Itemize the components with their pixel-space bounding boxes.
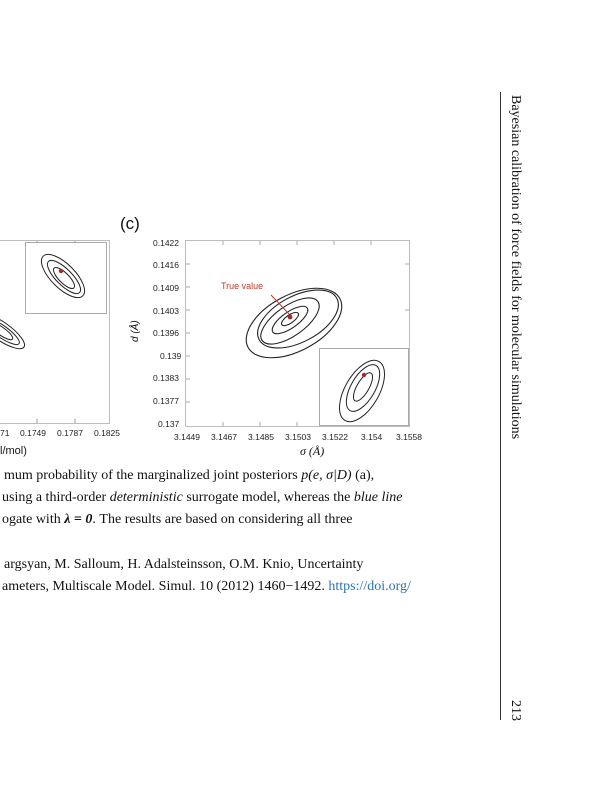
margin-rule [500, 92, 501, 720]
panel-c-y-tick: 0.1422 [153, 238, 179, 248]
panel-c-y-label: d (Å) [130, 320, 141, 342]
panel-c-y-tick: 0.1409 [153, 283, 179, 293]
panel-c-x-tick: 3.1558 [396, 432, 422, 442]
left-x-tick: 0.1825 [94, 428, 120, 438]
reference-entry [0, 554, 411, 598]
figure-caption [0, 465, 402, 531]
panel-label: (c) [120, 214, 140, 233]
panel-c-x-tick: 3.1522 [322, 432, 348, 442]
left-x-tick: 71 [0, 428, 10, 438]
panel-c-y-tick: 0.1416 [153, 260, 179, 270]
left-x-label: l/mol) [0, 445, 27, 457]
panel-c-y-tick: 0.1403 [153, 306, 179, 316]
left-x-tick: 0.1749 [20, 428, 46, 438]
panel-c-x-tick: 3.154 [361, 432, 383, 442]
reference-line-1: argsyan, M. Salloum, H. Adalsteinsson, O.M. Knio, Uncertainty [4, 557, 364, 572]
caption-line-2: using a third-order deterministic surrogate model, whereas the blue line [2, 490, 403, 505]
caption-line-3: ogate with λ = 0. The results are based on considering all three [2, 512, 353, 527]
panel-c-y-tick: 0.1383 [153, 373, 179, 383]
panel-c-inset-frame [319, 348, 409, 426]
panel-c-x-tick: 3.1485 [248, 432, 274, 442]
doi-link[interactable]: https://doi.org/ [328, 579, 411, 594]
panel-c-y-tick: 0.1396 [153, 328, 179, 338]
true-value-marker [288, 315, 293, 320]
panel-c-y-tick: 0.139 [160, 351, 182, 361]
left-x-tick: 0.1787 [57, 428, 83, 438]
true-value-label: True value [221, 281, 264, 291]
left-inset-frame [25, 242, 107, 314]
panel-c-y-tick: 0.1377 [153, 396, 179, 406]
panel-c-x-tick: 3.1503 [285, 432, 311, 442]
page-number: 213 [508, 700, 523, 721]
panel-c-inset-contours [320, 349, 408, 425]
caption-line-1: mum probability of the marginalized joint posteriors p(e, σ|D) (a), [4, 468, 375, 483]
panel-c-x-label: σ (Å) [300, 444, 325, 458]
panel-c-y-tick: 0.137 [158, 419, 180, 429]
running-head: Bayesian calibration of force fields for molecular simulations [508, 95, 523, 440]
panel-c-x-tick: 3.1467 [211, 432, 237, 442]
reference-line-2: ameters, Multiscale Model. Simul. 10 (2012) 1460−1492. https://doi.org/ [2, 579, 411, 594]
left-inset-contours [26, 243, 106, 313]
panel-c-x-tick: 3.1449 [174, 432, 200, 442]
